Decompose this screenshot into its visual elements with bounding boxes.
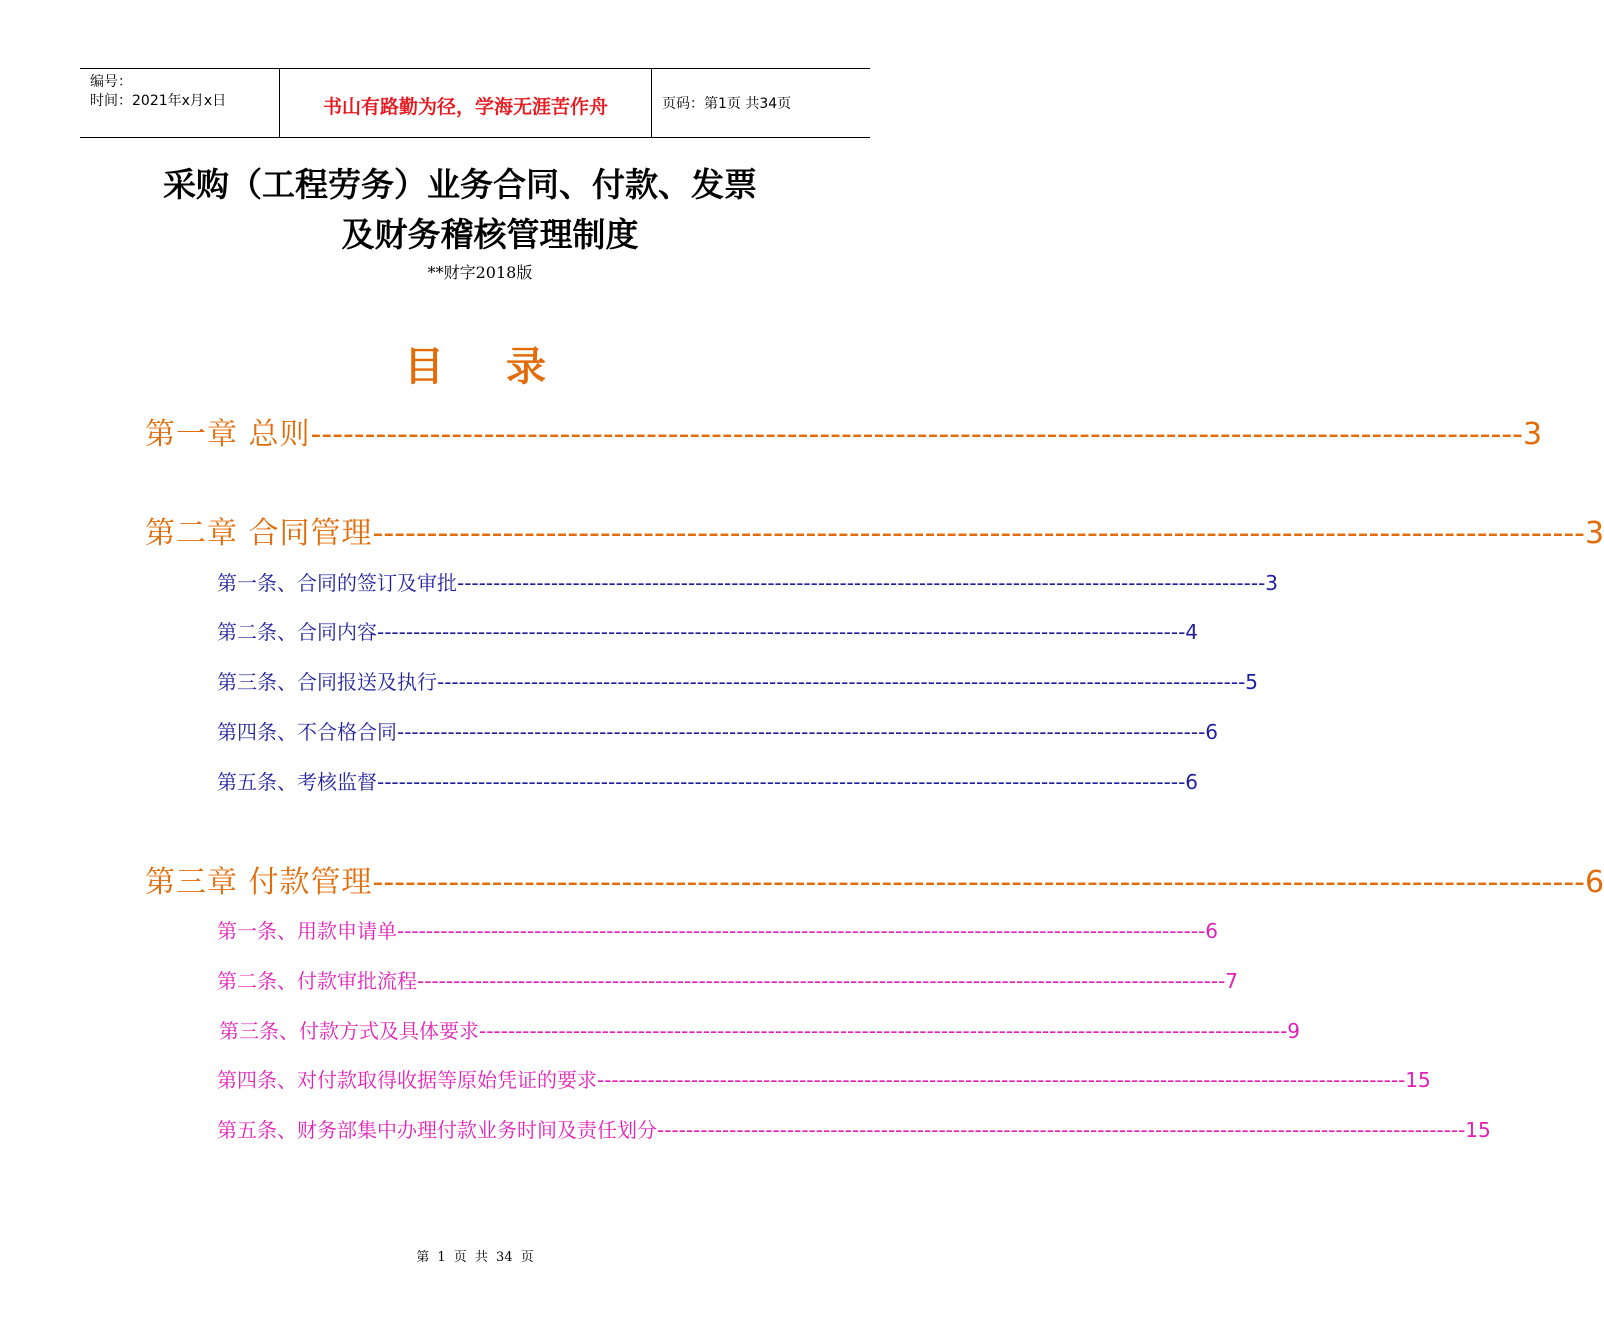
toc-section[interactable] — [217, 1065, 1431, 1095]
page-footer: 第 1 页 共 34 页 — [416, 1250, 534, 1265]
toc-leader: ---------------------------------------------------------------------------------------------------------------- — [372, 865, 1585, 900]
header-page-label: 页码：第1页 共34页 — [662, 96, 792, 112]
toc-chapter-page: 6 — [1584, 865, 1604, 900]
toc-chapter-page: 3 — [1522, 417, 1543, 452]
toc-section-page: 5 — [1245, 670, 1259, 694]
toc-leader: ---------------------------------------------------------------------------------------------------------------- — [457, 571, 1266, 595]
toc-chapter-page: 3 — [1584, 516, 1604, 551]
toc-section-page: 7 — [1225, 969, 1239, 993]
toc-chapter-1[interactable] — [145, 414, 1543, 456]
toc-section[interactable] — [217, 1115, 1491, 1145]
header-date-label: 时间：2021年x月x日 — [90, 93, 227, 109]
toc-section-page: 15 — [1465, 1118, 1491, 1142]
toc-section-page: 4 — [1185, 620, 1199, 644]
toc-section-page: 15 — [1405, 1068, 1431, 1092]
toc-leader: ---------------------------------------------------------------------------------------------------------------- — [397, 720, 1206, 744]
toc-leader: ---------------------------------------------------------------------------------------------------------------- — [372, 516, 1585, 551]
toc-section-label: 第四条、对付款取得收据等原始凭证的要求 — [217, 1068, 597, 1092]
toc-section-page: 6 — [1185, 770, 1199, 794]
toc-section-label: 第一条、用款申请单 — [217, 919, 397, 943]
toc-chapter-label: 第二章 合同管理 — [145, 516, 373, 551]
toc-section[interactable] — [217, 717, 1219, 747]
toc-section[interactable] — [217, 667, 1259, 697]
toc-leader: ---------------------------------------------------------------------------------------------------------------- — [377, 620, 1186, 644]
toc-section-label: 第二条、合同内容 — [217, 620, 377, 644]
header-meta — [80, 69, 280, 137]
toc-leader: ---------------------------------------------------------------------------------------------------------------- — [377, 770, 1186, 794]
toc-section-label: 第五条、财务部集中办理付款业务时间及责任划分 — [217, 1118, 657, 1142]
header-number-label: 编号： — [90, 74, 132, 90]
toc-chapter-label: 第一章 总则 — [145, 417, 311, 452]
toc-section[interactable] — [217, 617, 1199, 647]
toc-section[interactable] — [219, 1016, 1301, 1046]
toc-chapter-3[interactable] — [145, 862, 1604, 904]
toc-leader: ---------------------------------------------------------------------------------------------------------------- — [597, 1068, 1406, 1092]
toc-leader: ---------------------------------------------------------------------------------------------------------------- — [310, 417, 1523, 452]
toc-section-label: 第五条、考核监督 — [217, 770, 377, 794]
header-motto: 书山有路勤为径，学海无涯苦作舟 — [280, 69, 652, 137]
document-title-line1: 采购（工程劳务）业务合同、付款、发票 — [163, 165, 757, 204]
toc-chapter-2[interactable] — [145, 513, 1604, 555]
toc-leader: ---------------------------------------------------------------------------------------------------------------- — [397, 919, 1206, 943]
toc-leader: ---------------------------------------------------------------------------------------------------------------- — [657, 1118, 1466, 1142]
document-edition: **财字2018版 — [427, 263, 533, 282]
toc-section-page: 6 — [1205, 919, 1219, 943]
page-header — [80, 68, 870, 138]
toc-leader: ---------------------------------------------------------------------------------------------------------------- — [437, 670, 1246, 694]
toc-section-page: 6 — [1205, 720, 1219, 744]
toc-heading: 目 录 — [404, 344, 570, 390]
toc-section-label: 第三条、合同报送及执行 — [217, 670, 437, 694]
toc-section[interactable] — [217, 568, 1279, 598]
toc-section[interactable] — [217, 916, 1219, 946]
toc-section[interactable] — [217, 966, 1239, 996]
toc-section-page: 9 — [1287, 1019, 1301, 1043]
toc-section[interactable] — [217, 767, 1199, 797]
toc-section-label: 第二条、付款审批流程 — [217, 969, 417, 993]
toc-leader: ---------------------------------------------------------------------------------------------------------------- — [417, 969, 1226, 993]
toc-section-label: 第一条、合同的签订及审批 — [217, 571, 457, 595]
toc-section-label: 第三条、付款方式及具体要求 — [219, 1019, 479, 1043]
toc-chapter-label: 第三章 付款管理 — [145, 865, 373, 900]
toc-leader: ---------------------------------------------------------------------------------------------------------------- — [479, 1019, 1288, 1043]
document-title-line2: 及财务稽核管理制度 — [341, 215, 639, 254]
toc-section-page: 3 — [1265, 571, 1279, 595]
toc-section-label: 第四条、不合格合同 — [217, 720, 397, 744]
